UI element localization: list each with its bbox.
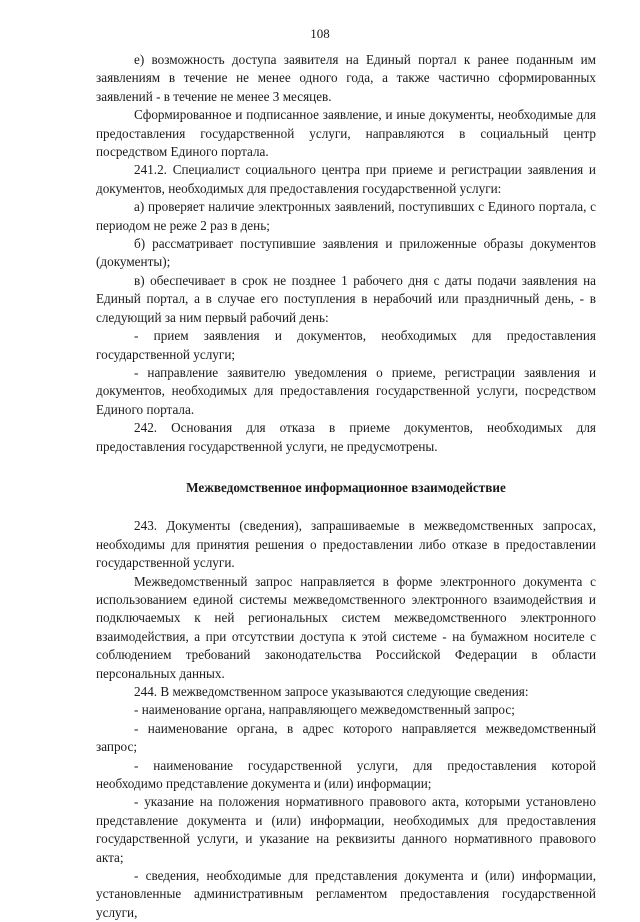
paragraph-242: 242. Основания для отказа в приеме документов, необходимых для предоставления государственной услуги, не предусмотрены. — [96, 420, 596, 454]
page-number: 108 — [310, 26, 330, 41]
section-heading: Межведомственное информационное взаимодействие — [186, 479, 506, 495]
paragraph-244: 244. В межведомственном запросе указываются следующие сведения: — [134, 684, 529, 699]
list-item-recipient-body: - наименование органа, в адрес которого направляется межведомственный запрос; — [96, 720, 596, 755]
paragraph-241-2: 241.2. Специалист социального центра при приеме и регистрации заявления и документов, необходимых для предоставления государственной услуги: — [96, 162, 596, 196]
paragraph-interagency-request: Межведомственный запрос направляется в форме электронного документа с использованием единой системы межведомственного электронного взаимодействия и подключаемых к ней региональных систем межведомственного электронного взаимодействия, а при отсутствии доступа к этой системе - на бумажном носителе с соблюдением требований законодательства Российской Федерации в области персональных данных. — [96, 573, 596, 681]
list-item-requesting-body: - наименование органа, направляющего межведомственный запрос; — [134, 702, 515, 718]
list-item-acceptance: - прием заявления и документов, необходимых для предоставления государственной услуги; — [96, 328, 596, 362]
document-body — [96, 51, 596, 922]
list-item-notification: - направление заявителю уведомления о приеме, регистрации заявления и документов, необходимых для предоставления государственной услуги, посредством Единого портала. — [96, 364, 596, 417]
paragraph-241-2-a: а) проверяет наличие электронных заявлений, поступивших с Единого портала, с периодом не реже 2 раз в день; — [96, 199, 596, 233]
paragraph-signed-application: Сформированное и подписанное заявление, и иные документы, необходимые для предоставления государственной услуги, направляются в социальный центр посредством Единого портала. — [96, 107, 596, 160]
paragraph-243: 243. Документы (сведения), запрашиваемые в межведомственных запросах, необходимы для принятия решения о предоставлении либо отказе в предоставлении государственной услуги. — [96, 518, 596, 571]
list-item-required-info: - сведения, необходимые для представления документа и (или) информации, установленные административным регламентом предоставления государственной услуги, — [96, 868, 596, 920]
paragraph-e-portal-access: е) возможность доступа заявителя на Единый портал к ранее поданным им заявлениям в течение не менее одного года, а также частично сформированных заявлений - в течение не менее 3 месяцев. — [96, 52, 596, 104]
list-item-legal-act: - указание на положения нормативного правового акта, которыми установлено представление документа и (или) информации, необходимых для предоставления государственной услуги, и указание на реквизиты данного нормативного правового акта; — [96, 794, 596, 865]
paragraph-241-2-b: б) рассматривает поступившие заявления и приложенные образы документов (документы); — [96, 236, 596, 270]
paragraph-241-2-v: в) обеспечивает в срок не позднее 1 рабочего дня с даты подачи заявления на Единый портал, а в случае его поступления в нерабочий или праздничный день, - в следующий за ним первый рабочий день: — [96, 272, 596, 325]
list-item-service-name: - наименование государственной услуги, для предоставления которой необходимо представление документа и (или) информации; — [96, 757, 596, 792]
